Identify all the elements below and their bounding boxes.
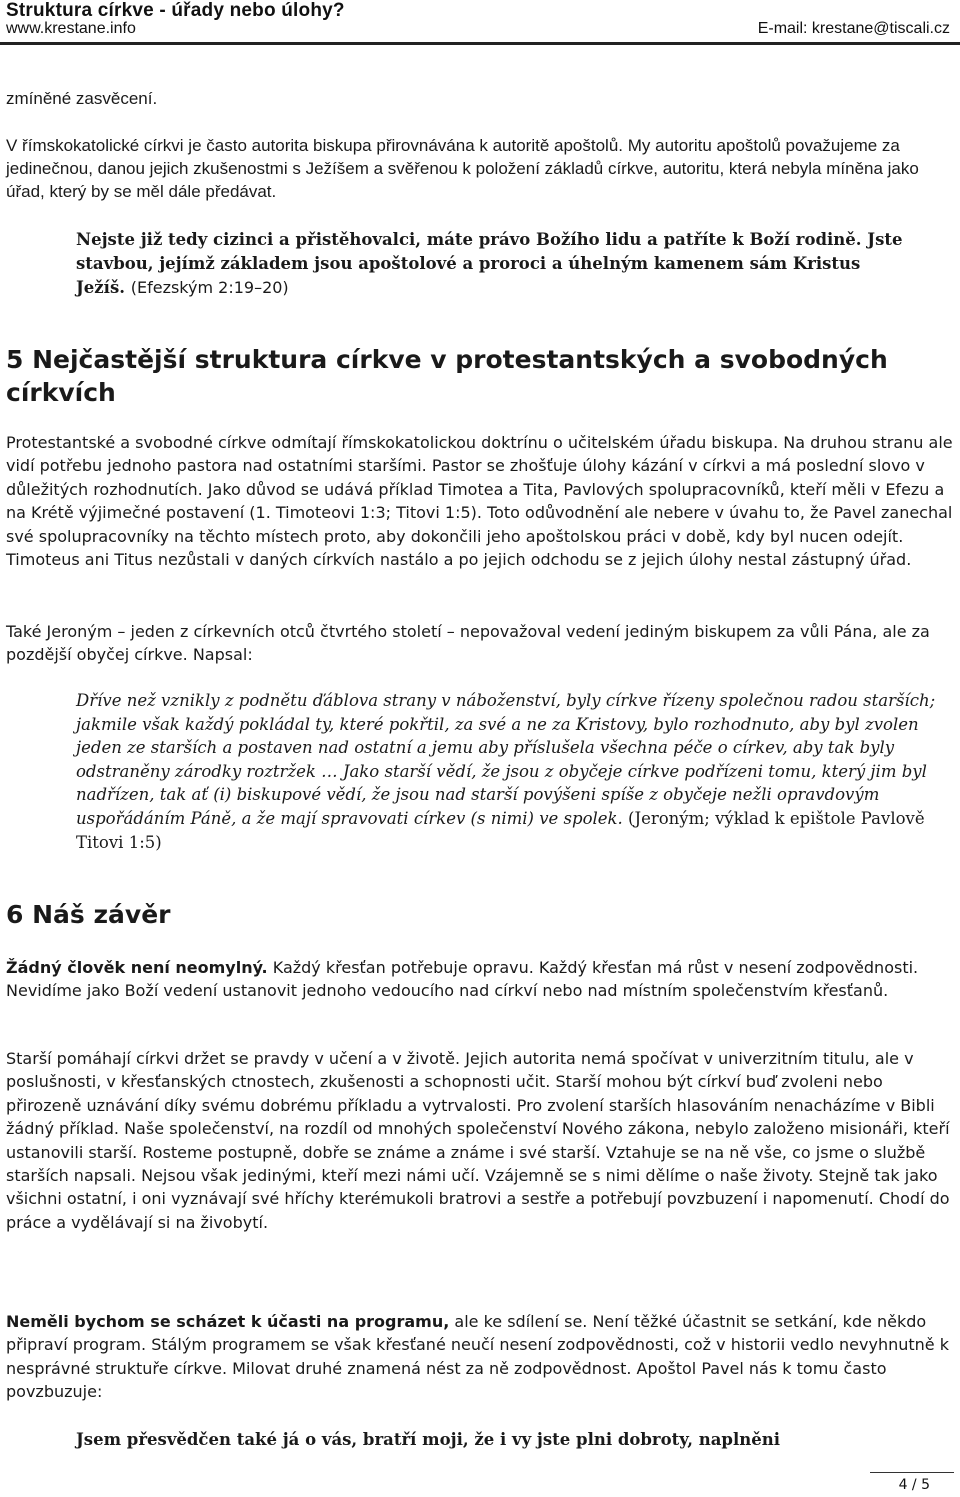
quote-jerome-text: Dříve než vznikly z podnětu ďáblova strany v náboženství, byly církve řízeny společnou radou starších; jakmile však každý pokládal ty, které pokřtil, za své a ne za Kristovy, bylo rozhodnuto, aby byl zvolen jeden ze starších a postaven nad ostatní a jemu aby příslušela všechna péče o církev, aby tak byly odstraněny zárodky roztržek … Jako starší vědí, že jsou z obyčeje církve podřízeni tomu, který jim byl nadřízen, tak ať (i) biskupové vědí, že jsou nad starší povýšeni spíše z obyčeje nežli opravdovým uspořádáním Páně, a že mají spravovati církev (s nimi) ve spolek. xyxy=(76,691,936,828)
quote-jerome xyxy=(76,689,958,854)
quote-ephesians xyxy=(76,228,906,300)
conclusion-text: Každý křesťan potřebuje opravu. Každý křesťan má růst v nesení zodpovědnosti. Nevidíme jako Boží vedení ustanovit jednoho vedoucího nad církví nebo nad místním společenstvím křesťanů. xyxy=(6,958,919,1001)
paragraph-intro: zmíněné zasvěcení. xyxy=(6,89,158,108)
quote-ephesians-text: Nejste již tedy cizinci a přistěhovalci, máte právo Božího lidu a patříte k Boží rodině. Jste stavbou, jejímž základem jsou apoštolové a proroci a úhelným kamenem sám Kristus Ježíš. xyxy=(76,230,903,297)
header-email: E-mail: krestane@tiscali.cz xyxy=(757,20,950,37)
paragraph-conclusion xyxy=(6,956,954,1003)
quote-jerome-reference: (Jeroným; výklad k epištole Pavlově Titovi 1:5) xyxy=(76,808,925,852)
header-title: Struktura církve - úřady nebo úlohy? xyxy=(6,0,345,21)
program-text: ale ke sdílení se. Není těžké účastnit se setkání, kde někdo připraví program. Stálým programem se však křesťané neučí nesení zodpovědnosti, což v historii vedlo nevyhnutně k nesprávné struktuře církve. Milovat druhé znamená nést za ně zodpovědnost. Apoštol Pavel nás k tomu často povzbuzuje: xyxy=(6,1312,949,1402)
paragraph-program xyxy=(6,1310,954,1404)
paragraph-protestant: Protestantské a svobodné církve odmítají římskokatolickou doktrínu o učitelském úřadu biskupa. Na druhou stranu ale vidí potřebu jednoho pastora nad ostatními staršími. Pastor se zhošťuje úlohy kázání v církvi a má poslední slovo v důležitých rozhodnutích. Jako důvod se udává příklad Timotea a Tita, Pavlových spolupracovníků, kteří měli v Efezu a na Krétě výjimečné postavení (1. Timoteovi 1:3; Titovi 1:5). Toto odůvodnění ale nebere v úvahu to, že Pavel zanechal své spolupracovníky na těchto místech proto, aby dokončili jeho apoštolskou práci v době, kdy byl nucen odejít. Timoteus ani Titus nezůstali v daných církvích nastálo a po jejich odchodu se z jejich úlohy nestal zástupný úřad. xyxy=(6,433,953,570)
quote-final: Jsem přesvědčen také já o vás, bratří moji, že i vy jste plni dobroty, naplněni xyxy=(76,1430,780,1449)
quote-ephesians-reference: (Efezským 2:19–20) xyxy=(130,278,289,297)
program-lead: Neměli bychom se scházet k účasti na programu, xyxy=(6,1312,450,1331)
page-number: 4 / 5 xyxy=(898,1477,930,1493)
header-site: www.krestane.info xyxy=(6,20,136,37)
paragraph-elders: Starší pomáhají církvi držet se pravdy v učení a v životě. Jejich autorita nemá spočívat v univerzitním titulu, ale v poslušnosti, v křesťanských ctnostech, zkušenosti a schopnosti učit. Starší mohou být církví buď zvoleni nebo přirozeně uznávání díky svému dobrému příkladu a vytrvalosti. Pro zvolení starších hlasováním nenacházíme v Bibli žádný příklad. Naše společenství, na rozdíl od mnohých společenství Nového zákona, nebylo založeno misionáři, kteří ustanovili starší. Rosteme postupně, dobře se známe a známe i své starší. Vztahuje se na ně vše, co jsme o službě starších napsali. Nejsou však jedinými, kteří mezi námi učí. Vzájemně se s nimi dělíme o naše životy. Stejně tak jako všichni ostatní, i oni vyznávají své hříchy kterémukoli bratrovi a sestře a potřebují povzbuzení i napomenutí. Chodí do práce a vydělávají si na živobytí. xyxy=(6,1049,950,1232)
header-divider xyxy=(0,42,960,45)
footer-divider xyxy=(870,1472,954,1473)
section-6-heading: 6 Náš závěr xyxy=(6,900,171,929)
paragraph-roman-catholic: V římskokatolické církvi je často autorita biskupa přirovnávána k autoritě apoštolů. My autoritu apoštolů považujeme za jedinečnou, danou jejich zkušenostmi s Ježíšem a svěřenou k položení základů církve, autoritu, která nebyla míněna jako úřad, který by se měl dále předávat. xyxy=(6,136,919,201)
conclusion-lead: Žádný člověk není neomylný. xyxy=(6,958,268,977)
section-5-heading: 5 Nejčastější struktura církve v protestantských a svobodných církvích xyxy=(6,345,888,407)
paragraph-jerome: Také Jeroným – jeden z církevních otců čtvrtého století – nepovažoval vedení jediným biskupem za vůli Pána, ale za pozdější obyčej církve. Napsal: xyxy=(6,622,930,665)
